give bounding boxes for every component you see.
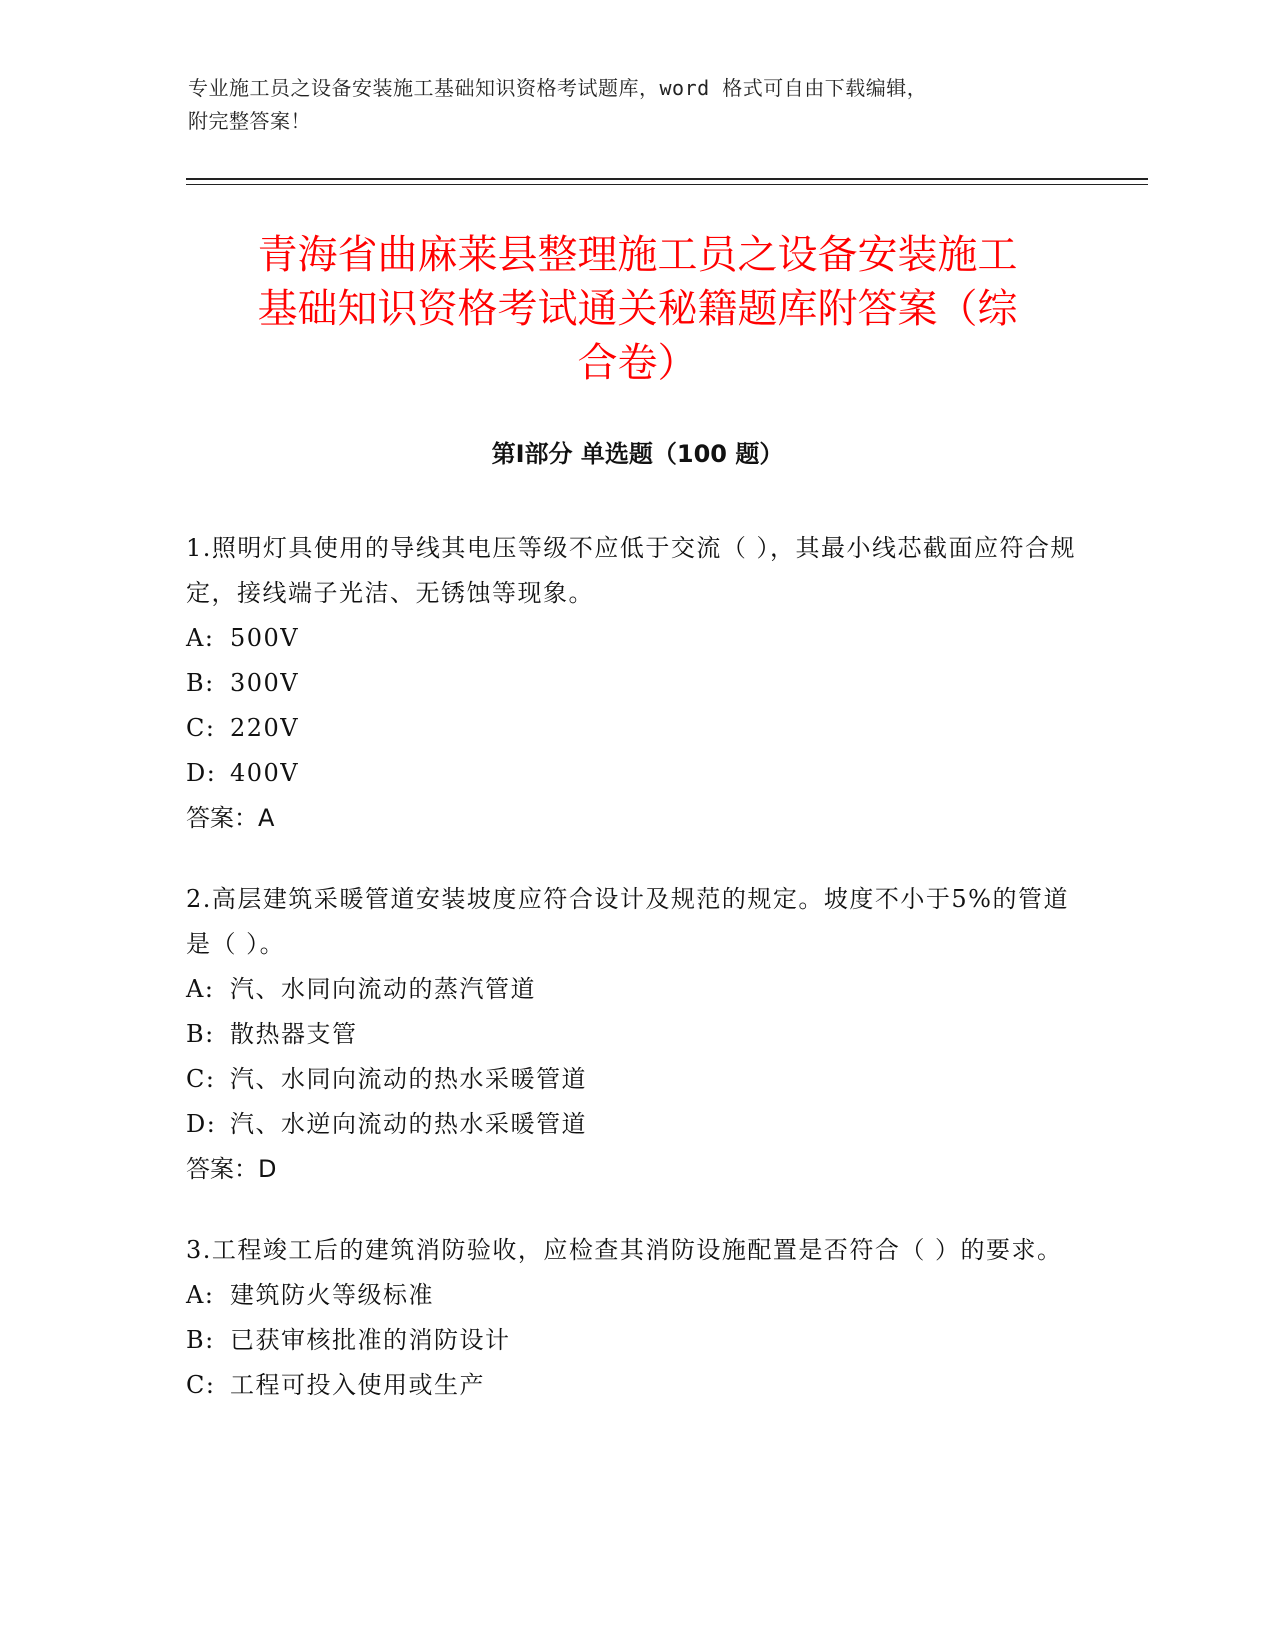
header-note-line-2: 附完整答案！ [188, 109, 311, 133]
option-text: 工程可投入使用或生产 [230, 1371, 485, 1399]
question-3 [186, 1228, 1086, 1408]
option-text: 汽、水同向流动的蒸汽管道 [230, 975, 536, 1003]
header-rule-thin [186, 184, 1148, 185]
option-a [186, 967, 1086, 1012]
option-a [186, 616, 1086, 661]
option-d [186, 1102, 1086, 1147]
question-1 [186, 526, 1086, 841]
option-b [186, 1318, 1086, 1363]
question-2 [186, 877, 1086, 1192]
section-heading: 第Ⅰ部分 单选题（100 题） [491, 440, 784, 468]
option-key: B: [186, 1326, 215, 1354]
option-text: 汽、水同向流动的热水采暖管道 [230, 1065, 587, 1093]
option-a [186, 1273, 1086, 1318]
option-key: C: [186, 1065, 216, 1093]
option-key: B: [186, 669, 215, 697]
option-b [186, 661, 1086, 706]
option-text: 400V [230, 759, 300, 787]
document-title-line-2: 基础知识资格考试通关秘籍题库附答案（综 [257, 286, 1018, 332]
option-text: 建筑防火等级标准 [230, 1281, 434, 1309]
question-stem: 2.高层建筑采暖管道安装坡度应符合设计及规范的规定。坡度不小于5%的管道是（ ）。 [186, 885, 1069, 958]
option-key: A: [186, 975, 215, 1003]
answer-line: 答案：A [186, 804, 275, 832]
option-key: A: [186, 624, 215, 652]
option-text: 散热器支管 [230, 1020, 358, 1048]
header-note [188, 72, 1088, 138]
option-d [186, 751, 1086, 796]
option-c [186, 706, 1086, 751]
question-list [186, 526, 1086, 1444]
option-key: C: [186, 714, 216, 742]
document-title [160, 228, 1115, 390]
option-c [186, 1057, 1086, 1102]
header-rule-thick [186, 178, 1148, 180]
option-key: B: [186, 1020, 215, 1048]
option-text: 汽、水逆向流动的热水采暖管道 [230, 1110, 587, 1138]
question-stem: 1.照明灯具使用的导线其电压等级不应低于交流（ ），其最小线芯截面应符合规定，接线端子光洁、无锈蚀等现象。 [186, 534, 1077, 607]
option-text: 300V [230, 669, 300, 697]
option-text: 220V [230, 714, 300, 742]
document-title-line-3: 合卷） [577, 340, 698, 386]
document-title-line-1: 青海省曲麻莱县整理施工员之设备安装施工 [257, 232, 1018, 278]
option-c [186, 1363, 1086, 1408]
option-key: D: [186, 1110, 217, 1138]
question-stem: 3.工程竣工后的建筑消防验收，应检查其消防设施配置是否符合（ ）的要求。 [186, 1236, 1063, 1264]
option-key: C: [186, 1371, 216, 1399]
option-text: 500V [230, 624, 300, 652]
option-key: A: [186, 1281, 215, 1309]
answer-line: 答案：D [186, 1155, 277, 1183]
option-text: 已获审核批准的消防设计 [230, 1326, 511, 1354]
option-key: D: [186, 759, 217, 787]
header-note-line-1: 专业施工员之设备安装施工基础知识资格考试题库，word 格式可自由下载编辑， [188, 76, 928, 100]
option-b [186, 1012, 1086, 1057]
